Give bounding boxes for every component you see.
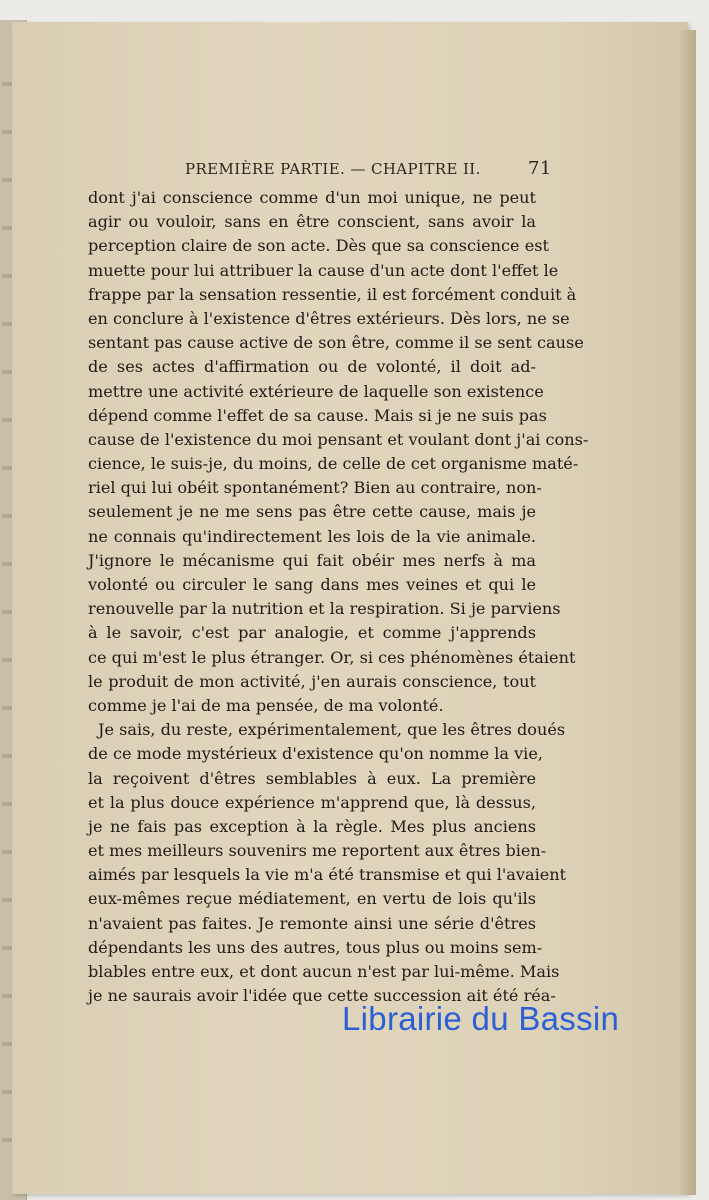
text-line: cause de l'existence du moi pensant et voulant dont j'ai cons- [88, 429, 589, 449]
text-line: riel qui lui obéit spontanément? Bien au contraire, non- [88, 478, 542, 498]
text-line: ce qui m'est le plus étranger. Or, si ces phénomènes étaient [88, 647, 576, 667]
text-line: en conclure à l'existence d'êtres extérieurs. Dès lors, ne se [88, 308, 570, 328]
text-line: dépend comme l'effet de sa cause. Mais si je ne suis pas [88, 405, 547, 425]
text-line: ne connais qu'indirectement les lois de la vie animale. [88, 526, 536, 546]
text-line: la reçoivent d'êtres semblables à eux. La première [88, 768, 536, 788]
text-line: renouvelle par la nutrition et la respiration. Si je parviens [88, 599, 561, 619]
text-line: de ses actes d'affirmation ou de volonté, il doit ad- [88, 357, 536, 377]
text-line: sentant pas cause active de son être, comme il se sent cause [88, 333, 584, 353]
text-line: mettre une activité extérieure de laquelle son existence [88, 381, 544, 401]
text-line: de ce mode mystérieux d'existence qu'on nomme la vie, [88, 744, 543, 764]
text-line: perception claire de son acte. Dès que sa conscience est [88, 236, 549, 256]
text-line: J'ignore le mécanisme qui fait obéir mes nerfs à ma [88, 550, 536, 570]
text-line: muette pour lui attribuer la cause d'un acte dont l'effet le [88, 260, 559, 280]
text-line: agir ou vouloir, sans en être conscient, sans avoir la [88, 212, 536, 232]
page-stack-edge [680, 30, 696, 1195]
text-line: blables entre eux, et dont aucun n'est par lui-même. Mais [88, 962, 560, 981]
bookseller-watermark: Librairie du Bassin [342, 1000, 620, 1037]
text-line: seulement je ne me sens pas être cette cause, mais je [88, 502, 536, 522]
text-line: frappe par la sensation ressentie, il est forcément conduit à [88, 284, 577, 304]
text-line: volonté ou circuler le sang dans mes veines et qui le [88, 575, 536, 594]
text-line: comme je l'ai de ma pensée, de ma volonté. [88, 695, 444, 715]
text-line: je ne fais pas exception à la règle. Mes plus anciens [88, 816, 536, 836]
text-line: eux-mêmes reçue médiatement, en vertu de lois qu'ils [88, 889, 536, 909]
text-line: et la plus douce expérience m'apprend que, là dessus, [88, 792, 536, 812]
text-line: n'avaient pas faites. Je remonte ainsi une série d'êtres [88, 913, 536, 933]
text-line: à le savoir, c'est par analogie, et comme j'apprends [88, 623, 536, 643]
paragraph-first-line: Je sais, du reste, expérimentalement, que les êtres doués [98, 720, 566, 740]
text-line: aimés par lesquels la vie m'a été transmise et qui l'avaient [88, 865, 567, 885]
text-line: dont j'ai conscience comme d'un moi unique, ne peut [88, 188, 536, 207]
text-line: dépendants les uns des autres, tous plus ou moins sem- [88, 937, 543, 957]
page-number: 71 [528, 158, 552, 179]
running-title: PREMIÈRE PARTIE. — CHAPITRE II. [185, 160, 481, 178]
text-line: le produit de mon activité, j'en aurais conscience, tout [88, 671, 536, 691]
text-line: je ne saurais avoir l'idée que cette succession ait été réa- [88, 986, 556, 1006]
text-line: et mes meilleurs souvenirs me reportent aux êtres bien- [88, 841, 547, 861]
body-text [88, 186, 589, 1008]
text-line: cience, le suis-je, du moins, de celle de cet organisme maté- [88, 454, 579, 474]
